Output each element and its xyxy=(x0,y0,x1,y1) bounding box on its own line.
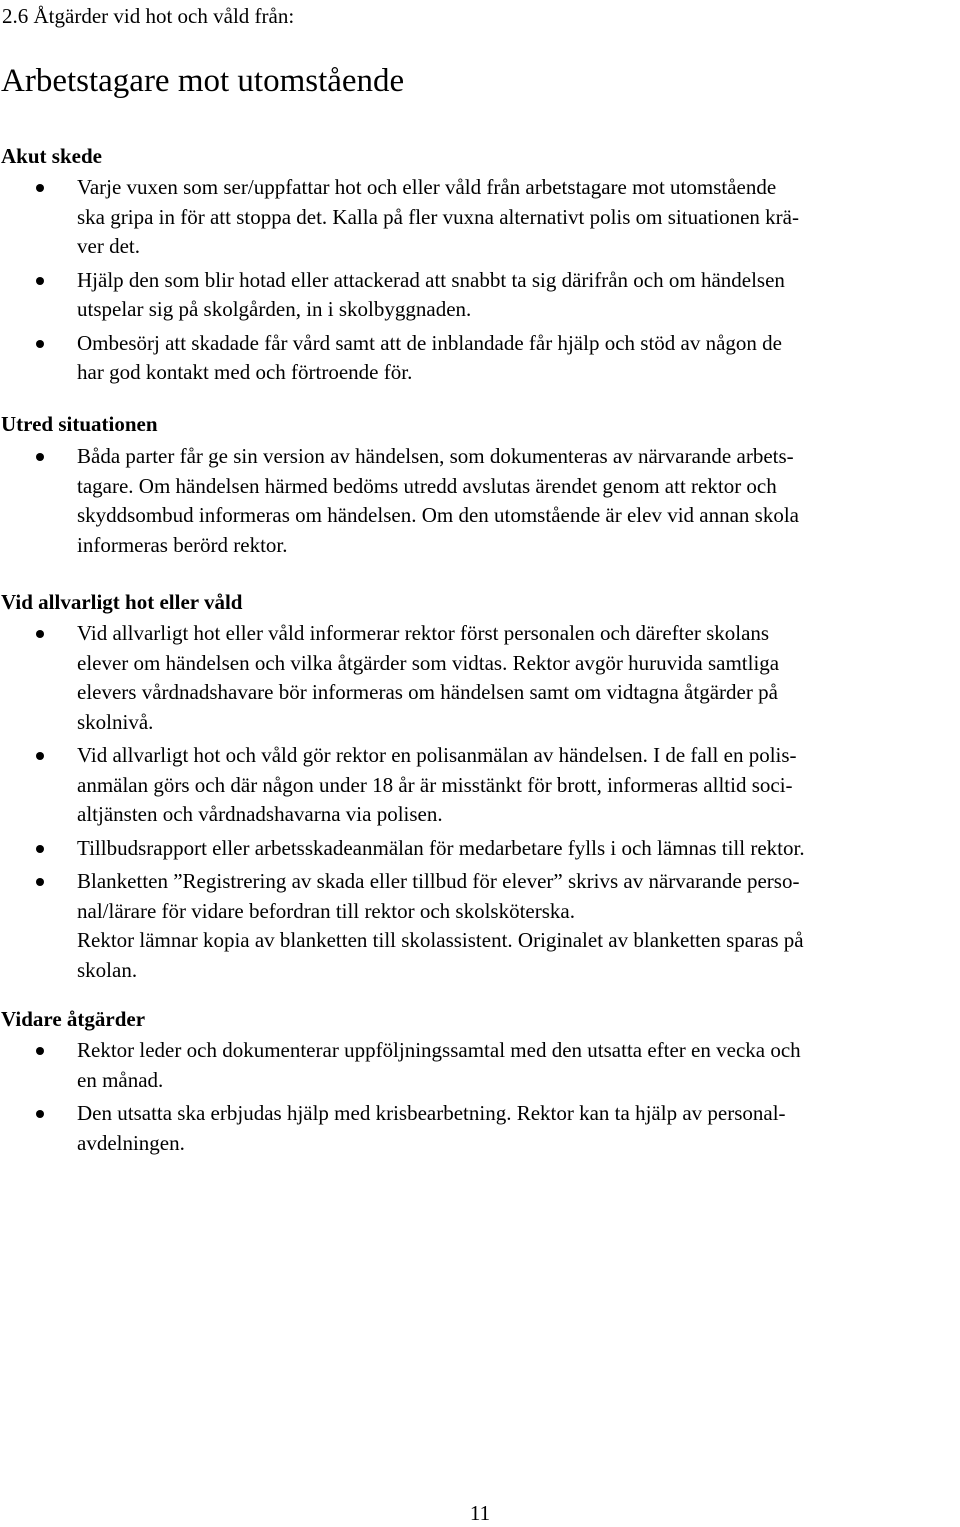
page-number: 11 xyxy=(469,1501,491,1525)
text-line: nal/lärare för vidare befordran till rektor och skolsköterska. xyxy=(77,898,575,923)
bullet-icon xyxy=(36,878,44,886)
text-line: anmälan görs och där någon under 18 år är misstänkt för brott, informeras alltid soci- xyxy=(77,772,793,797)
bullet-list-vid-allvarligt-hot xyxy=(0,619,960,989)
list-item xyxy=(0,867,960,985)
text-line: Den utsatta ska erbjudas hjälp med krisbearbetning. Rektor kan ta hjälp av personal- xyxy=(77,1101,786,1125)
text-line: Hjälp den som blir hotad eller attackerad att snabbt ta sig därifrån och om händelsen xyxy=(77,267,785,292)
text-line: skolan. xyxy=(77,957,138,982)
text-line: Rektor lämnar kopia av blanketten till skolassistent. Originalet av blanketten sparas på xyxy=(77,928,804,952)
text-line: tagare. Om händelsen härmed bedöms utredd avslutas ärendet genom att rektor och xyxy=(77,473,777,498)
text-line: skolnivå. xyxy=(77,709,154,734)
text-line: elevers vårdnadshavare bör informeras om händelsen samt om vidtagna åtgärder på xyxy=(77,680,778,704)
list-item xyxy=(0,266,960,325)
list-item xyxy=(0,442,960,560)
bullet-icon xyxy=(36,1110,44,1118)
list-item xyxy=(0,619,960,737)
bullet-list-utred-situationen xyxy=(0,442,960,564)
text-line: Vid allvarligt hot eller våld informerar rektor först personalen och därefter skolans xyxy=(77,621,770,645)
text-line: utspelar sig på skolgården, in i skolbyggnaden. xyxy=(77,297,472,321)
text-line: Blanketten ”Registrering av skada eller tillbud för elever” skrivs av närvarande perso- xyxy=(77,869,800,893)
list-item xyxy=(0,1036,960,1095)
bullet-list-akut-skede xyxy=(0,173,960,392)
text-line: altjänsten och vårdnadshavarna via polisen. xyxy=(77,802,443,826)
section-heading-vidare-atgarder: Vidare åtgärder xyxy=(1,1007,146,1031)
section-number: 2.6 Åtgärder vid hot och våld från: xyxy=(2,4,295,28)
text-line: elever om händelsen och vilka åtgärder som vidtas. Rektor avgör huruvida samtliga xyxy=(77,650,780,675)
bullet-icon xyxy=(36,752,44,760)
bullet-icon xyxy=(36,184,44,192)
bullet-icon xyxy=(36,277,44,285)
bullet-icon xyxy=(36,453,44,461)
list-item xyxy=(0,834,960,864)
text-line: Båda parter får ge sin version av händelsen, som dokumenteras av närvarande arbets- xyxy=(77,444,794,468)
text-line: Ombesörj att skadade får vård samt att de inblandade får hjälp och stöd av någon de xyxy=(77,330,783,355)
text-line: Vid allvarligt hot och våld gör rektor en polisanmälan av händelsen. I de fall en polis- xyxy=(77,743,797,767)
page-title: Arbetstagare mot utomstående xyxy=(1,63,405,99)
text-line: informeras berörd rektor. xyxy=(77,532,288,557)
bullet-icon xyxy=(36,340,44,348)
text-line: Varje vuxen som ser/uppfattar hot och eller våld från arbetstagare mot utomstående xyxy=(77,175,777,199)
section-heading-utred-situationen: Utred situationen xyxy=(1,412,158,436)
text-line: ver det. xyxy=(77,234,140,258)
section-heading-akut-skede: Akut skede xyxy=(1,144,102,168)
bullet-icon xyxy=(36,845,44,853)
text-line: Rektor leder och dokumenterar uppföljningssamtal med den utsatta efter en vecka och xyxy=(77,1038,801,1062)
text-line: skyddsombud informeras om händelsen. Om den utomstående är elev vid annan skola xyxy=(77,503,799,527)
text-line: ska gripa in för att stoppa det. Kalla på fler vuxna alternativt polis om situationen krä- xyxy=(77,204,799,229)
list-item xyxy=(0,329,960,388)
bullet-icon xyxy=(36,630,44,638)
bullet-icon xyxy=(36,1047,44,1055)
text-line: har god kontakt med och förtroende för. xyxy=(77,360,413,384)
list-item xyxy=(0,173,960,262)
text-line: en månad. xyxy=(77,1067,164,1092)
section-heading-vid-allvarligt-hot: Vid allvarligt hot eller våld xyxy=(1,590,243,614)
bullet-list-vidare-atgarder xyxy=(0,1036,960,1162)
list-item xyxy=(0,741,960,830)
text-line: Tillbudsrapport eller arbetsskadeanmälan för medarbetare fylls i och lämnas till rektor. xyxy=(77,835,805,860)
list-item xyxy=(0,1099,960,1158)
text-line: avdelningen. xyxy=(77,1130,185,1155)
